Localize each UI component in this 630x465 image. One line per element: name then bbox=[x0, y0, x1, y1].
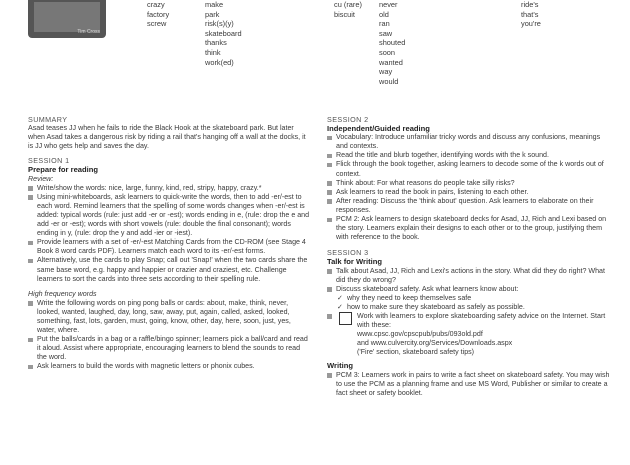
list-item: Vocabulary: Introduce unfamiliar tricky words and discuss any confusions, meanings and contexts. bbox=[327, 133, 610, 151]
word: way bbox=[379, 67, 393, 77]
list-item: Talk about Asad, JJ, Rich and Lexi's actions in the story. What did they do right? What did they do wrong? bbox=[327, 267, 610, 285]
web-link-culvercity[interactable]: and www.culvercity.org/Services/Downloads.aspx bbox=[357, 339, 513, 348]
word: soon bbox=[379, 47, 396, 57]
word: crazy bbox=[147, 0, 165, 9]
writing-list bbox=[327, 371, 610, 398]
word: thanks bbox=[205, 38, 227, 48]
word: you're bbox=[521, 19, 541, 29]
writing-heading: Writing bbox=[327, 361, 354, 371]
tick-item-text: why they need to keep themselves safe bbox=[347, 293, 472, 302]
word: work(ed) bbox=[205, 57, 234, 67]
word: factory bbox=[147, 9, 170, 19]
session-1-list bbox=[28, 184, 310, 284]
session-2-subheading: Independent/Guided reading bbox=[327, 124, 430, 134]
list-item: Ask learners to read the book in pairs, listening to each other. bbox=[327, 188, 610, 197]
list-item: PCM 2: Ask learners to design skateboard decks for Asad, JJ, Rich and Lexi based on the story. Learners explain their designs to each other or to the group, justifying them with reference to the book. bbox=[327, 215, 610, 242]
checkmark-icon: ✓ bbox=[337, 293, 343, 302]
book-cover-thumbnail bbox=[28, 0, 106, 38]
list-item: Alternatively, use the cards to play Snap; call out 'Snap!' when the two cards share the same base word, e.g. happy and happier or crazier and craziest, etc. Challenge learners to sort the cards into three sets according to their spelling rule. bbox=[28, 256, 310, 283]
summary-text: Asad teases JJ when he fails to ride the Black Hook at the skateboard park. But later when Asad takes a dangerous risk by riding a rail that's hanging off a wall at the docks, it is JJ who gets help and saves the day. bbox=[28, 124, 306, 151]
tick-item bbox=[327, 294, 610, 303]
list-item: Read the title and blurb together, identifying words with the k sound. bbox=[327, 151, 610, 160]
list-item: Flick through the book together, asking learners to decode some of the k words out of context. bbox=[327, 160, 610, 178]
list-item: Ask learners to build the words with magnetic letters or phonix cubes. bbox=[28, 362, 310, 371]
cover-illustration bbox=[34, 2, 100, 32]
word: wanted bbox=[379, 57, 403, 67]
web-link-cpsc[interactable]: www.cpsc.gov/cpscpub/pubs/093old.pdf bbox=[357, 330, 483, 339]
session-3-heading: SESSION 3 bbox=[327, 248, 369, 258]
word-column-1 bbox=[146, 0, 202, 29]
word-table bbox=[146, 0, 590, 100]
word: think bbox=[205, 47, 221, 57]
word: would bbox=[379, 76, 399, 86]
list-item: Put the balls/cards in a bag or a raffle/bingo spinner; learners pick a ball/card and read it aloud. Assist where appropriate, encouraging learners to blend the sounds to read the word. bbox=[28, 335, 310, 362]
word: make bbox=[205, 0, 224, 9]
list-item: Write/show the words: nice, large, funny, kind, red, stripy, happy, crazy.* bbox=[28, 184, 310, 193]
session-1-heading: SESSION 1 bbox=[28, 156, 70, 166]
list-item: After reading: Discuss the 'think about' question. Ask learners to elaborate on their responses. bbox=[327, 197, 610, 215]
right-column bbox=[327, 110, 610, 398]
word: park bbox=[205, 9, 220, 19]
session-3-list bbox=[327, 267, 610, 358]
list-item: Using mini-whiteboards, ask learners to quick-write the words, then to add -er/-est to each word. Remind learners that the spelling of some words changes when -er/-est is added: typical words (rule: just add -er or -est); words ending in e, (rule: drop the e and add -er or -est); words with short vowels (rule: double the final consonant); words ending in y, (rule: drop the y and add -ier or -iest). bbox=[28, 193, 310, 238]
session-1-subheading: Prepare for reading bbox=[28, 165, 99, 175]
word: risk(s)(y) bbox=[205, 19, 234, 29]
session-3-subheading: Talk for Writing bbox=[327, 257, 382, 267]
tick-item bbox=[327, 303, 610, 312]
high-frequency-heading: High frequency words bbox=[28, 289, 97, 298]
list-item: Think about: For what reasons do people take silly risks? bbox=[327, 179, 610, 188]
word: that's bbox=[521, 9, 539, 19]
word: saw bbox=[379, 28, 393, 38]
word: biscuit bbox=[334, 9, 355, 19]
high-frequency-list bbox=[28, 299, 310, 372]
word: skateboard bbox=[205, 28, 242, 38]
list-item: Discuss skateboard safety. Ask what learners know about: bbox=[327, 285, 610, 294]
word-column-5 bbox=[520, 0, 580, 29]
web-note: ('Fire' section, skateboard safety tips) bbox=[357, 348, 475, 357]
session-2-list bbox=[327, 133, 610, 242]
web-list-item bbox=[327, 312, 610, 357]
word: ride's bbox=[521, 0, 539, 9]
review-label: Review: bbox=[28, 174, 54, 183]
summary-heading: SUMMARY bbox=[28, 115, 68, 124]
word: screw bbox=[147, 19, 167, 29]
tick-item-text: how to make sure they skateboard as safely as possible. bbox=[347, 302, 525, 311]
checkmark-icon: ✓ bbox=[337, 302, 343, 311]
pcm-icon bbox=[339, 312, 352, 325]
word: cu (rare) bbox=[334, 0, 362, 9]
word: shouted bbox=[379, 38, 406, 48]
cover-author: Tim Cross bbox=[77, 29, 100, 35]
word-column-2 bbox=[204, 0, 304, 67]
word: old bbox=[379, 9, 389, 19]
word: ran bbox=[379, 19, 390, 29]
session-2-heading: SESSION 2 bbox=[327, 115, 369, 124]
word-column-4 bbox=[378, 0, 498, 86]
word: never bbox=[379, 0, 398, 9]
list-item: Write the following words on ping pong balls or cards: about, make, think, never, looked, wanted, laughed, day, long, saw, away, put, again, called, asked, looked, something, fast, lots, garden, must, going, know, other, day, here, soon, just, yes, water, where. bbox=[28, 299, 310, 335]
list-item: Provide learners with a set of -er/-est Matching Cards from the CD-ROM (see Stage 4 Book 8 word cards PDF). Learners match each word to its -er/-est forms. bbox=[28, 238, 310, 256]
list-item: PCM 3: Learners work in pairs to write a fact sheet on skateboard safety. You may wish to use the PCM as a planning frame and use MS Word, Publisher or similar to create a fact sheet or safety booklet. bbox=[327, 371, 610, 398]
web-intro: Work with learners to explore skateboarding safety advice on the Internet. Start with these: bbox=[357, 311, 606, 330]
left-column bbox=[28, 110, 310, 372]
